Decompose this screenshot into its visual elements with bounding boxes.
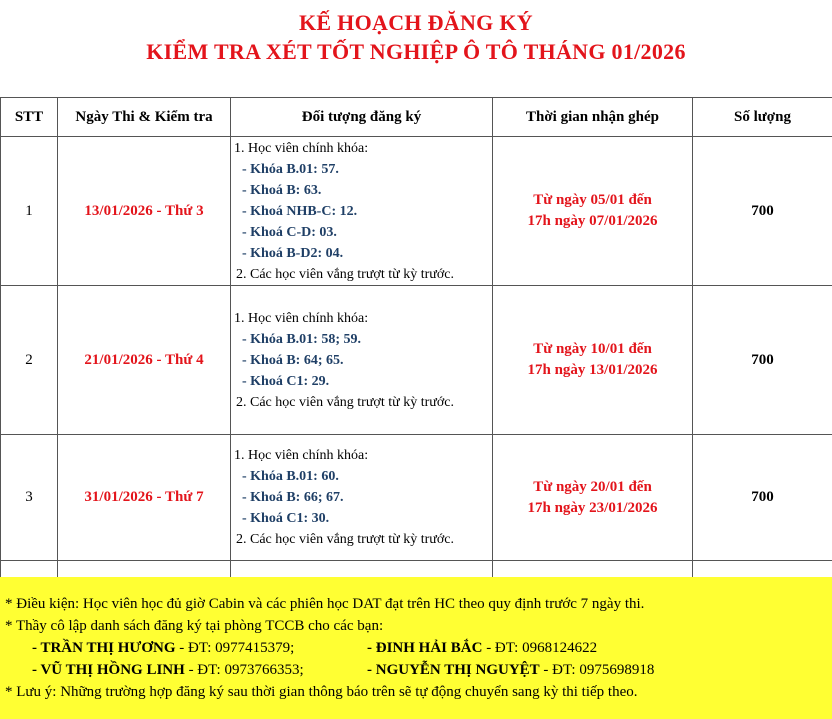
cell-target <box>231 286 493 435</box>
target-intro: 1. Học viên chính khóa: <box>234 448 369 463</box>
time-line1: Từ ngày 10/01 đến <box>533 341 652 357</box>
table-row <box>1 286 832 435</box>
spacer-cell <box>231 561 493 578</box>
cell-stt: 3 <box>1 435 58 561</box>
cell-quantity: 700 <box>693 286 832 435</box>
time-line1: Từ ngày 05/01 đến <box>533 192 652 208</box>
target-intro: 1. Học viên chính khóa: <box>234 140 369 156</box>
cell-date: 21/01/2026 - Thứ 4 <box>58 286 231 435</box>
course-item: - Khoá C-D: 03. <box>242 224 337 240</box>
table-row <box>1 435 832 561</box>
table-row <box>1 137 832 286</box>
contact-name: - NGUYỄN THỊ NGUYỆT <box>367 662 540 678</box>
course-item: - Khoá B: 66; 67. <box>242 490 344 505</box>
contact-phone: - ĐT: 0973766353; <box>184 662 304 678</box>
cell-target <box>231 435 493 561</box>
cell-stt: 1 <box>1 137 58 286</box>
contact-name: - ĐINH HẢI BẮC <box>367 640 483 656</box>
time-line2: 17h ngày 07/01/2026 <box>527 213 658 229</box>
cell-date: 31/01/2026 - Thứ 7 <box>58 435 231 561</box>
time-line1: Từ ngày 20/01 đến <box>533 478 652 495</box>
contact-item <box>367 637 597 659</box>
target-intro: 1. Học viên chính khóa: <box>234 310 369 326</box>
table-spacer-row <box>1 561 832 578</box>
course-item: - Khóa B.01: 58; 59. <box>242 331 361 347</box>
course-item: - Khoá C1: 29. <box>242 373 330 389</box>
table-header-row <box>1 98 832 137</box>
time-line2: 17h ngày 23/01/2026 <box>527 499 658 516</box>
late-registration-note: * Lưu ý: Những trường hợp đăng ký sau thời gian thông báo trên sẽ tự động chuyển sang kỳ thi tiếp theo. <box>5 684 638 700</box>
spacer-cell <box>1 561 58 578</box>
registration-table <box>0 97 832 578</box>
contact-phone: - ĐT: 0975698918 <box>539 662 655 678</box>
cell-time <box>493 286 693 435</box>
contact-item <box>32 659 304 681</box>
course-item: - Khoá B-D2: 04. <box>242 245 344 261</box>
header-date: Ngày Thi & Kiểm tra <box>58 98 231 137</box>
header-target: Đối tượng đăng ký <box>231 98 493 137</box>
notice-footer <box>0 577 832 719</box>
spacer-cell <box>58 561 231 578</box>
course-item: - Khoá C1: 30. <box>242 511 330 526</box>
contact-phone: - ĐT: 0968124622 <box>482 640 598 656</box>
spacer-cell <box>693 561 832 578</box>
cell-time <box>493 435 693 561</box>
course-item: - Khóa B.01: 57. <box>242 161 339 177</box>
cell-time <box>493 137 693 286</box>
course-item: - Khoá B: 64; 65. <box>242 352 344 368</box>
course-item: - Khóa B.01: 60. <box>242 469 339 484</box>
contact-item <box>32 637 294 659</box>
time-line2: 17h ngày 13/01/2026 <box>527 362 658 378</box>
cell-date: 13/01/2026 - Thứ 3 <box>58 137 231 286</box>
course-item: - Khoá B: 63. <box>242 182 322 198</box>
title-area <box>0 0 832 96</box>
cell-stt: 2 <box>1 286 58 435</box>
target-retake: 2. Các học viên vắng trượt từ kỳ trước. <box>236 394 454 410</box>
cell-quantity: 700 <box>693 435 832 561</box>
contact-name: - TRẦN THỊ HƯƠNG <box>32 640 176 656</box>
spacer-cell <box>493 561 693 578</box>
header-time: Thời gian nhận ghép <box>493 98 693 137</box>
header-stt: STT <box>1 98 58 137</box>
target-retake: 2. Các học viên vắng trượt từ kỳ trước. <box>236 532 454 547</box>
contact-phone: - ĐT: 0977415379; <box>175 640 295 656</box>
target-retake: 2. Các học viên vắng trượt từ kỳ trước. <box>236 266 454 282</box>
contact-item <box>367 659 654 681</box>
page-subtitle: KIỂM TRA XÉT TỐT NGHIỆP Ô TÔ THÁNG 01/2026 <box>146 39 686 64</box>
page-title: KẾ HOẠCH ĐĂNG KÝ <box>299 10 533 35</box>
contacts-intro: * Thầy cô lập danh sách đăng ký tại phòng TCCB cho các bạn: <box>5 618 384 634</box>
condition-note: * Điều kiện: Học viên học đủ giờ Cabin và các phiên học DAT đạt trên HC theo quy định trước 7 ngày thi. <box>5 596 645 612</box>
course-item: - Khoá NHB-C: 12. <box>242 203 358 219</box>
cell-target <box>231 137 493 286</box>
cell-quantity: 700 <box>693 137 832 286</box>
contact-name: - VŨ THỊ HỒNG LINH <box>32 662 185 678</box>
header-quantity: Số lượng <box>693 98 832 137</box>
